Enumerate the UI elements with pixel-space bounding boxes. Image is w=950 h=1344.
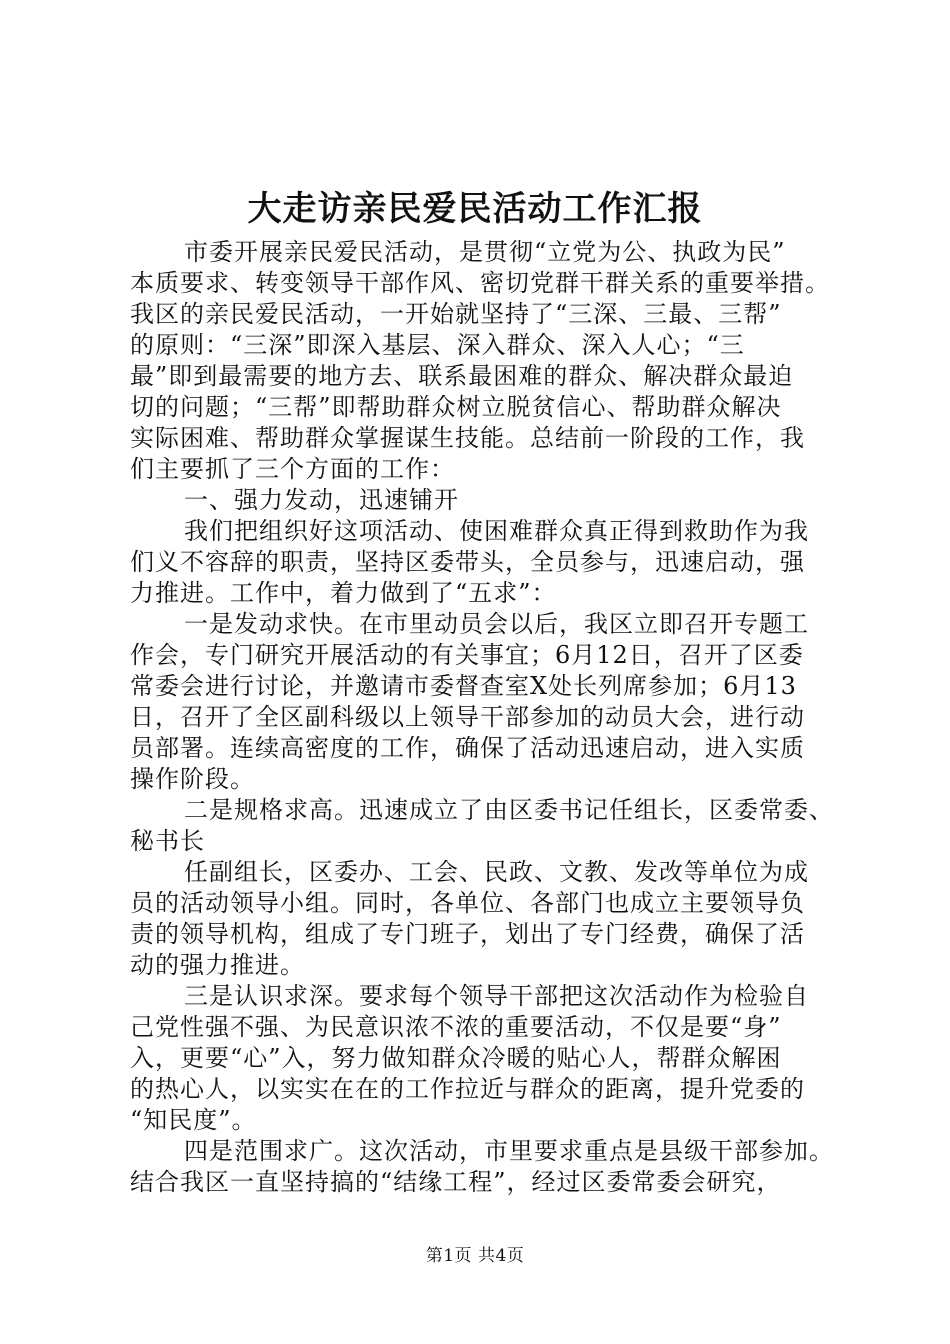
- page-footer: 第1页 共4页: [425, 1246, 525, 1266]
- body-line: 三是认识求深。要求每个领导干部把这次活动作为检验自: [184, 982, 809, 1010]
- body-line: 们主要抓了三个方面的工作：: [130, 455, 455, 483]
- body-line: 操作阶段。: [130, 765, 255, 793]
- body-line: 己党性强不强、为民意识浓不浓的重要活动，不仅是要“身”: [130, 1013, 782, 1041]
- body-line: 责的领导机构，组成了专门班子，划出了专门经费，确保了活: [130, 920, 805, 948]
- body-line: 切的问题；“三帮”即帮助群众树立脱贫信心、帮助群众解决: [130, 393, 782, 421]
- body-line: 实际困难、帮助群众掌握谋生技能。总结前一阶段的工作，我: [130, 424, 805, 452]
- body-line: 员部署。连续高密度的工作，确保了活动迅速启动，进入实质: [130, 734, 805, 762]
- body-line: 四是范围求广。这次活动，市里要求重点是县级干部参加。: [184, 1137, 834, 1165]
- body-line: 二是规格求高。迅速成立了由区委书记任组长，区委常委、: [184, 796, 834, 824]
- body-line: 市委开展亲民爱民活动，是贯彻“立党为公、执政为民”: [184, 238, 786, 266]
- body-line: 的热心人，以实实在在的工作拉近与群众的距离，提升党委的: [130, 1075, 805, 1103]
- body-line: 任副组长，区委办、工会、民政、文教、发改等单位为成: [184, 858, 809, 886]
- body-line: 入，更要“心”入，努力做知群众冷暖的贴心人，帮群众解困: [130, 1044, 782, 1072]
- document-title: 大走访亲民爱民活动工作汇报: [247, 189, 703, 229]
- body-line: 作会，专门研究开展活动的有关事宜；6月12日，召开了区委: [130, 641, 804, 669]
- body-line: 一是发动求快。在市里动员会以后，我区立即召开专题工: [184, 610, 809, 638]
- section-heading: 一、强力发动，迅速铺开: [184, 486, 459, 514]
- body-line: 力推进。工作中，着力做到了“五求”：: [130, 579, 557, 607]
- body-line: 的原则：“三深”即深入基层、深入群众、深入人心；“三: [130, 331, 745, 359]
- body-line: 员的活动领导小组。同时，各单位、各部门也成立主要领导负: [130, 889, 805, 917]
- body-line: 最”即到最需要的地方去、联系最困难的群众、解决群众最迫: [130, 362, 794, 390]
- body-line: 常委会进行讨论，并邀请市委督查室X处长列席参加；6月13: [130, 672, 797, 700]
- body-line: 结合我区一直坚持搞的“结缘工程”，经过区委常委会研究，: [130, 1168, 782, 1196]
- body-line: 我们把组织好这项活动、使困难群众真正得到救助作为我: [184, 517, 809, 545]
- body-line: 们义不容辞的职责，坚持区委带头，全员参与，迅速启动，强: [130, 548, 805, 576]
- body-line: 日，召开了全区副科级以上领导干部参加的动员大会，进行动: [130, 703, 805, 731]
- body-line: “知民度”。: [130, 1106, 257, 1134]
- body-line: 秘书长: [130, 827, 205, 855]
- body-line: 动的强力推进。: [130, 951, 305, 979]
- body-line: 我区的亲民爱民活动，一开始就坚持了“三深、三最、三帮”: [130, 300, 782, 328]
- body-line: 本质要求、转变领导干部作风、密切党群干群关系的重要举措。: [130, 269, 830, 297]
